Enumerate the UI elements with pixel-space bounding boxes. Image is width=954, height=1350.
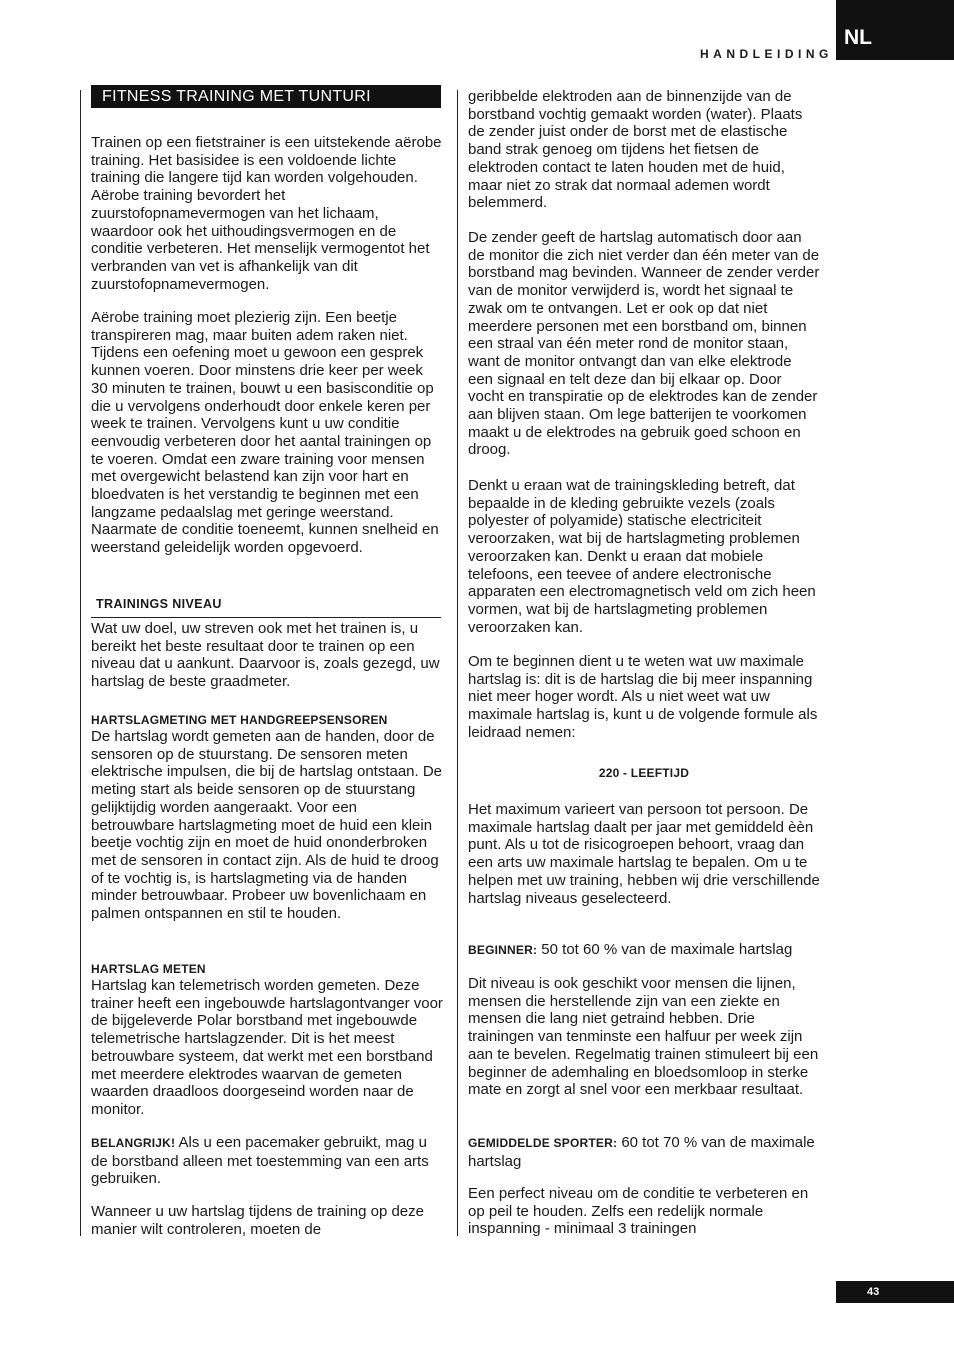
transmitter-paragraph: De zender geeft de hartslag automatisch door aan de monitor die zich niet verder dan één meter van de borstband mag bevinden. Wanneer de zender verder van de monitor verwijderd is, wordt het signaal te zwak om te ontvangen. Let er ook op dat niet meerdere personen met een borstband om, binnen een straal van één meter rond de monitor staan, want de monitor ontvangt dan van elke elektrode een signaal en telt deze dan bij elkaar op. Door vocht en transpiratie op de elektrodes kan de zender aan blijven staan. Om lege batterijen te voorkomen maakt u de elektrodes na gebruik goed schoon en droog. bbox=[468, 229, 820, 459]
gemiddelde-line bbox=[468, 1134, 820, 1170]
belangrijk-paragraph bbox=[91, 1134, 443, 1188]
belangrijk-text: Als u een pacemaker gebruikt, mag u de borstband alleen met toestemming van een arts gebruiken. bbox=[91, 1134, 429, 1188]
formula: 220 - LEEFTIJD bbox=[598, 766, 690, 780]
trainings-niveau-rule bbox=[91, 617, 441, 618]
hartslag-meten-heading: HARTSLAG METEN bbox=[91, 962, 206, 976]
gemiddelde-text: 60 tot 70 % van de maximale hartslag bbox=[468, 1134, 815, 1170]
left-column-rule bbox=[80, 90, 81, 1236]
center-column-rule bbox=[457, 90, 458, 1236]
variation-paragraph: Het maximum varieert van persoon tot persoon. De maximale hartslag daalt per jaar met gemiddeld èèn punt. Als u tot de risicogroepen behoort, vraag dan een arts uw maximale hartslag te bepalen. Om u te helpen met uw training, hebben wij drie verschillende hartslag niveaus geselecteerd. bbox=[468, 801, 820, 907]
closing-paragraph: Wanneer u uw hartslag tijdens de training op deze manier wilt controleren, moeten de bbox=[91, 1203, 424, 1238]
beginner-line bbox=[468, 941, 820, 960]
beginner-paragraph: Dit niveau is ook geschikt voor mensen die lijnen, mensen die herstellende zijn van een ziekte en mensen die lang niet getraind hebben. Drie trainingen van tenminste een halfuur per week zijn aan te bevelen. Regelmatig trainen stimuleert bij een beginner de ademhaling en bloedsomloop in sterke mate en zorgt al snel voor een merkbaar resultaat. bbox=[468, 975, 819, 1099]
handgreep-heading: HARTSLAGMETING MET HANDGREEPSENSOREN bbox=[91, 713, 388, 727]
trainings-niveau-paragraph: Wat uw doel, uw streven ook met het trainen is, u bereikt het beste resultaat door te trainen op een niveau dat u aankunt. Daarvoor is, zoals gezegd, uw hartslag de beste graadmeter. bbox=[91, 620, 440, 691]
belangrijk-label: BELANGRIJK! bbox=[91, 1136, 176, 1150]
language-code: NL bbox=[844, 26, 872, 49]
language-tab bbox=[836, 0, 954, 60]
gemiddelde-paragraph: Een perfect niveau om de conditie te verbeteren en op peil te houden. Zelfs een redelijk normale inspanning - minimaal 3 trainingen bbox=[468, 1185, 809, 1238]
max-heartrate-paragraph: Om te beginnen dient u te weten wat uw maximale hartslag is: dit is de hartslag die bij meer inspanning niet meer hoger wordt. Als u niet weet wat uw maximale hartslag is, kunt u de volgende formule als leidraad nemen: bbox=[468, 653, 818, 741]
trainings-niveau-heading: TRAININGS NIVEAU bbox=[96, 597, 222, 611]
handgreep-paragraph: De hartslag wordt gemeten aan de handen, door de sensoren op de stuurstang. De sensoren meten elektrische impulsen, die bij de hartslag ontstaan. De meting start als beide sensoren op de stuurstang gelijktijdig worden aangeraakt. Voor een betrouwbare hartslagmeting moet de huid een klein beetje vochtig zijn en moet de huid ononderbroken met de sensoren in contact zijn. Als de huid te droog of te vochtig is, is hartslagmeting via de handen minder betrouwbaar. Probeer uw bovenlichaam en palmen ontspannen en stil te houden. bbox=[91, 728, 443, 923]
gemiddelde-label: GEMIDDELDE SPORTER: bbox=[468, 1136, 618, 1150]
section-title: FITNESS TRAINING MET TUNTURI bbox=[91, 85, 441, 108]
beginner-text: 50 tot 60 % van de maximale hartslag bbox=[537, 941, 793, 958]
electrode-paragraph: geribbelde elektroden aan de binnenzijde van de borstband vochtig gemaakt worden (water). Plaats de zender juist onder de borst met de elastische band strak genoeg om tijdens het fietsen de elektroden contact te laten houden met de huid, maar niet zo strak dat normaal ademen wordt belemmerd. bbox=[468, 88, 803, 212]
aerobic-paragraph: Aërobe training moet plezierig zijn. Een beetje transpireren mag, maar buiten adem raken niet. Tijdens een oefening moet u gewoon een gesprek kunnen voeren. Door minstens drie keer per week 30 minuten te trainen, bouwt u een basisconditie op die u vervolgens onderhoudt door enkele keren per week te trainen. Vervolgens kunt u uw conditie eenvoudig verbeteren door het aantal trainingen op te voeren. Omdat een zware training voor mensen met overgewicht belastend kan zijn voor hart en bloedvaten is het verstandig te beginnen met een langzame pedaalslag met geringe weerstand. Naarmate de conditie toeneemt, kunnen snelheid en weerstand geleidelijk worden opgevoerd. bbox=[91, 309, 439, 557]
beginner-label: BEGINNER: bbox=[468, 943, 538, 957]
header-label: HANDLEIDING bbox=[700, 47, 833, 61]
hartslag-meten-paragraph: Hartslag kan telemetrisch worden gemeten. Deze trainer heeft een ingebouwde hartslagontvanger voor de bijgeleverde Polar borstband met ingebouwde telemetrische hartslagzender. Dit is het meest betrouwbare systeem, dat werkt met een borstband met meerdere elektrodes waarvan de gemeten waarden draadloos doorgeseind worden naar de monitor. bbox=[91, 977, 443, 1118]
clothing-paragraph: Denkt u eraan wat de trainingskleding betreft, dat bepaalde in de kleding gebruikte vezels (zoals polyester of polyamide) statische electriciteit veroorzaken, wat bij de hartslagmeting problemen veroorzaken kan. Denkt u eraan dat mobiele telefoons, een teevee of andere electronische apparaten een electromagnetisch veld om zich heen vormen, wat bij de hartslagmeting problemen veroorzaken kan. bbox=[468, 477, 816, 636]
page-number: 43 bbox=[836, 1281, 954, 1303]
intro-paragraph: Trainen op een fietstrainer is een uitstekende aërobe training. Het basisidee is een voldoende lichte training die langere tijd kan worden volgehouden. Aërobe training bevordert het zuurstofopnamevermogen van het lichaam, waardoor ook het uithoudingsvermogen en de conditie verbeteren. Het menselijk vermogentot het verbranden van vet is afhankelijk van dit zuurstofopnamevermogen. bbox=[91, 134, 442, 293]
